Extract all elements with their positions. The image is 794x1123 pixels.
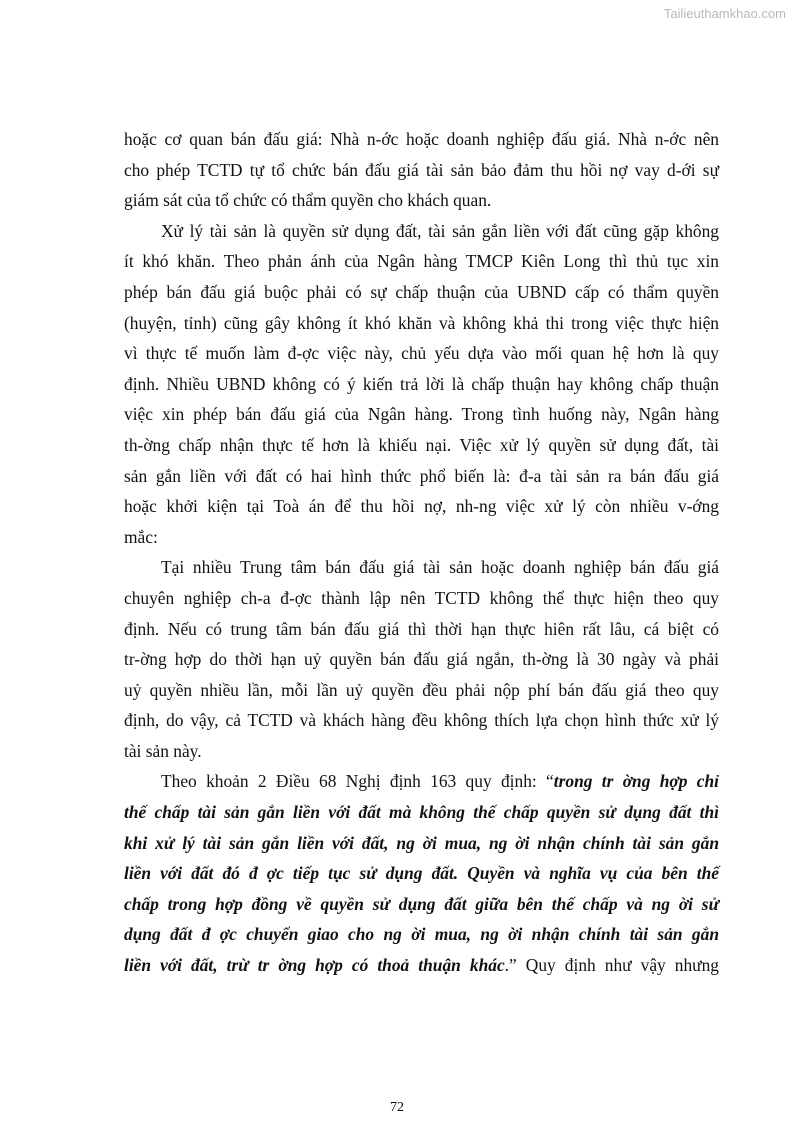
text-line: Xử lý tài sản là quyền sử dụng đất, tài sản gắn liền với đất cũng gặp không xyxy=(161,220,719,241)
text-line: tài sản này. xyxy=(124,740,202,761)
text-line: Tại nhiều Trung tâm bán đấu giá tài sản hoặc doanh nghiệp bán đấu giá xyxy=(161,557,719,578)
quote-text: trong tr ờng hợp chỉ xyxy=(553,771,719,792)
paragraph-3 xyxy=(124,552,719,766)
text-line: cho phép TCTD tự tổ chức bán đấu giá tài sản bảo đảm thu hồi nợ vay d-ới sự xyxy=(124,159,719,180)
paragraph-quote xyxy=(124,766,719,980)
text-line xyxy=(124,766,719,797)
document-body xyxy=(124,124,719,981)
text-line: vì thực tế muốn làm đ-ợc việc này, chủ yếu dựa vào mối quan hệ hơn là quy xyxy=(124,343,719,364)
plain-text: Theo khoản 2 Điều 68 Nghị định 163 quy định: “ xyxy=(161,771,554,792)
text-line: định. Nhiều UBND không có ý kiến trả lời là chấp thuận hay không chấp thuận xyxy=(124,373,719,394)
watermark: Tailieuthamkhao.com xyxy=(663,6,786,21)
quote-text: liền với đất, trừ tr ờng hợp có thoả thuận khác xyxy=(124,955,505,976)
text-line: mắc: xyxy=(124,526,158,547)
text-line: chuyên nghiệp ch-a đ-ợc thành lập nên TCTD không thể thực hiện theo quy xyxy=(124,587,719,608)
quote-line: liền với đất đó đ ợc tiếp tục sử dụng đất. Quyền và nghĩa vụ của bên thế xyxy=(124,863,719,884)
text-line: tr-ờng hợp do thời hạn uỷ quyền bán đấu giá ngắn, th-ờng là 30 ngày và phải xyxy=(124,649,719,670)
quote-line: thế chấp tài sản gắn liền với đất mà không thế chấp quyền sử dụng đất thì xyxy=(124,802,719,823)
plain-text: .” Quy định như vậy nhưng xyxy=(504,955,719,976)
text-line: hoặc cơ quan bán đấu giá: Nhà n-ớc hoặc doanh nghiệp đấu giá. Nhà n-ớc nên xyxy=(124,129,719,149)
text-line: phép bán đấu giá buộc phải có sự chấp thuận của UBND cấp có thẩm quyền xyxy=(124,281,719,302)
quote-line: khi xử lý tài sản gắn liền với đất, ng ời mua, ng ời nhận chính tài sản gắn xyxy=(124,832,719,853)
text-line: ít khó khăn. Theo phản ánh của Ngân hàng TMCP Kiên Long thì thủ tục xin xyxy=(124,251,719,272)
quote-line: chấp trong hợp đồng về quyền sử dụng đất giữa bên thế chấp và ng ời sử xyxy=(124,893,719,914)
text-line xyxy=(124,950,719,981)
text-line: th-ờng chấp nhận thực tế hơn là khiếu nại. Việc xử lý quyền sử dụng đất, tài xyxy=(124,434,719,455)
text-line: định. Nếu có trung tâm bán đấu giá thì thời hạn thực hiên rất lâu, cá biệt có xyxy=(124,618,719,639)
text-line: việc xin phép bán đấu giá của Ngân hàng. Trong tình huống này, Ngân hàng xyxy=(124,404,719,425)
text-line: định, do vậy, cả TCTD và khách hàng đều không thích lựa chọn hình thức xử lý xyxy=(124,710,719,731)
text-line: uỷ quyền nhiều lần, mỗi lần uỷ quyền đều phải nộp phí bán đấu giá theo quy xyxy=(124,679,719,700)
text-line: (huyện, tỉnh) cũng gây không ít khó khăn và không khả thi trong việc thực hiện xyxy=(124,312,719,333)
paragraph-1 xyxy=(124,124,719,216)
paragraph-2 xyxy=(124,216,719,553)
text-line: sản gắn liền với đất có hai hình thức phổ biến là: đ-a tài sản ra bán đấu giá xyxy=(124,465,719,486)
text-line: giám sát của tổ chức có thẩm quyền cho khách quan. xyxy=(124,190,492,211)
page-number: 72 xyxy=(390,1100,404,1115)
text-line: hoặc khởi kiện tại Toà án để thu hồi nợ, nh-ng việc xử lý còn nhiều v-ớng xyxy=(124,496,719,517)
quote-line: dụng đất đ ợc chuyển giao cho ng ời mua, ng ời nhận chính tài sản gắn xyxy=(124,924,719,945)
